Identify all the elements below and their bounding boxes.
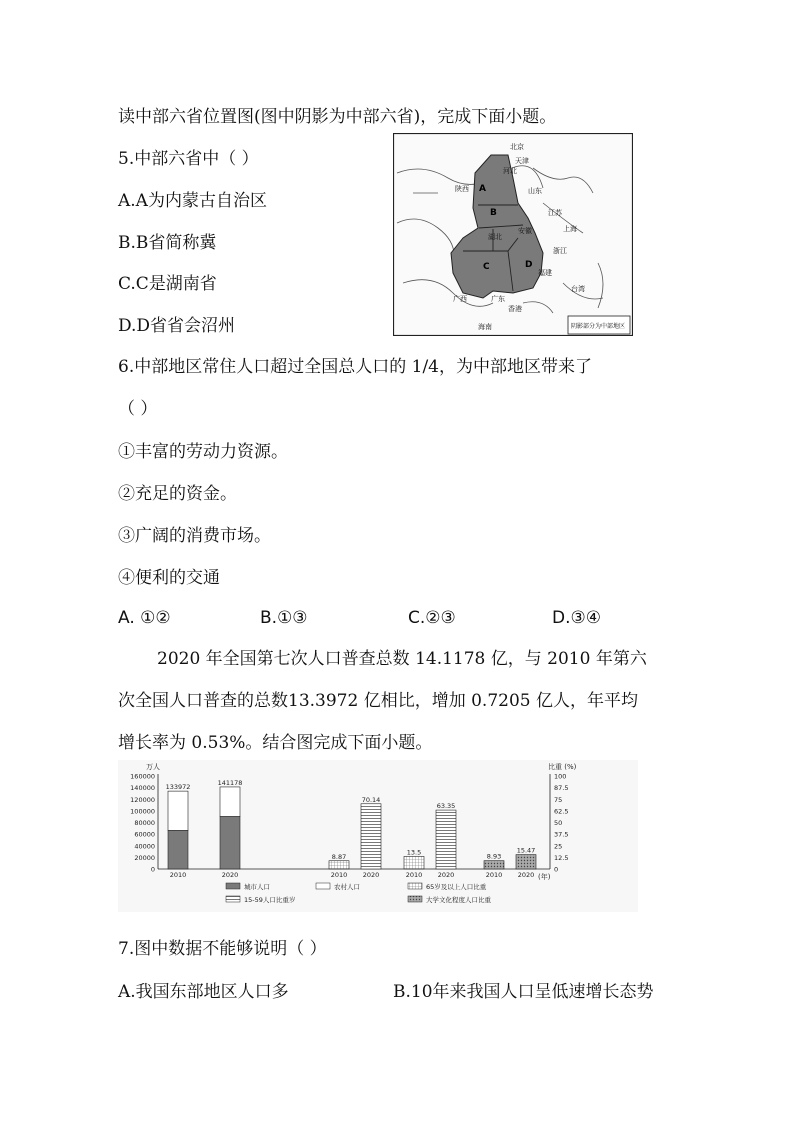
bar-urban xyxy=(220,817,240,869)
question-7-stem: 7.图中数据不能够说明（ ） xyxy=(118,939,327,959)
bar-elderly xyxy=(329,861,349,869)
right-tick-label: 12.5 xyxy=(554,853,569,862)
question-6-stem-line2: （ ） xyxy=(118,399,158,419)
legend-label-college: 大学文化程度人口比重 xyxy=(426,896,491,904)
map-letter-d: D xyxy=(525,260,533,270)
right-axis-unit: 比重 (%) xyxy=(548,763,577,771)
x-tick-label: 2020 xyxy=(221,871,239,879)
question-6-option-b: B.①③ xyxy=(260,608,308,628)
question-6-item-3: ③广阔的消费市场。 xyxy=(118,526,271,546)
left-tick-label: 120000 xyxy=(130,795,155,804)
question-6-item-2: ②充足的资金。 xyxy=(118,484,237,504)
right-tick-label: 75 xyxy=(554,795,563,804)
question-5-option-a: A.A为内蒙古自治区 xyxy=(118,191,267,211)
x-tick-label: 2010 xyxy=(330,871,348,879)
bar-value-label: 63.35 xyxy=(436,802,456,811)
left-tick-label: 20000 xyxy=(134,853,155,862)
question-6-stem-line1: 6.中部地区常住人口超过全国总人口的 1/4，为中部地区带来了 xyxy=(118,357,592,377)
bar-value-label: 8.93 xyxy=(486,852,502,861)
question-6-item-1: ①丰富的劳动力资源。 xyxy=(118,442,288,462)
left-tick-label: 100000 xyxy=(130,807,155,816)
right-tick-label: 25 xyxy=(554,842,563,851)
map-label-jiangsu: 江苏 xyxy=(548,209,562,217)
legend-swatch-working xyxy=(226,896,240,902)
bar-total-label: 133972 xyxy=(165,783,191,792)
question-7-option-a: A.我国东部地区人口多 xyxy=(118,982,289,1002)
legend-swatch-rural xyxy=(316,883,330,889)
bar-elderly xyxy=(404,856,424,869)
bar-value-label: 13.5 xyxy=(406,848,422,857)
left-tick-label: 0 xyxy=(150,865,155,874)
question-6-option-d: D.③④ xyxy=(552,608,601,628)
right-tick-label: 0 xyxy=(554,865,559,874)
map-label-hainan: 海南 xyxy=(478,323,492,331)
legend-label-urban: 城市人口 xyxy=(244,883,270,891)
map-label-shanghai: 上海 xyxy=(563,225,577,233)
legend-swatch-elderly xyxy=(408,883,422,889)
x-tick-label: 2020 xyxy=(437,871,455,879)
map-label-tianjin: 天津 xyxy=(515,157,529,165)
map-label-guangxi: 广西 xyxy=(453,295,467,303)
bar-rural xyxy=(168,791,188,830)
question-6-item-4: ④便利的交通 xyxy=(118,568,220,588)
map-label-fujian: 福建 xyxy=(538,269,552,277)
map-letter-c: C xyxy=(483,262,490,272)
bar-college xyxy=(516,855,536,869)
legend-label-elderly: 65岁及以上人口比重 xyxy=(426,883,487,891)
map-legend-text: 阴影部分为中部地区 xyxy=(571,323,626,330)
bar-working xyxy=(361,804,381,869)
map-letter-a: A xyxy=(479,184,486,194)
map-label-zhejiang: 浙江 xyxy=(553,247,567,255)
question-7-option-b: B.10年来我国人口呈低速增长态势 xyxy=(393,982,654,1002)
right-tick-label: 37.5 xyxy=(554,830,569,839)
map-label-guangdong: 广东 xyxy=(491,295,505,303)
map-label-hongkong: 香港 xyxy=(508,305,522,313)
bar-total-label: 141178 xyxy=(217,778,243,787)
legend-swatch-urban xyxy=(226,883,240,889)
map-label-beijing: 北京 xyxy=(510,143,524,151)
right-tick-label: 100 xyxy=(554,772,567,781)
intro-text: 读中部六省位置图(图中阴影为中部六省)，完成下面小题。 xyxy=(118,107,557,127)
map-label-hubei: 湖北 xyxy=(488,233,502,241)
map-label-shandong: 山东 xyxy=(528,187,542,195)
bar-college xyxy=(484,861,504,869)
legend-swatch-college xyxy=(408,896,422,902)
question-5-option-c: C.C是湖南省 xyxy=(118,274,217,294)
passage-line-2: 次全国人口普查的总数13.3972 亿相比，增加 0.7205 亿人，年平均 xyxy=(118,691,638,711)
map-label-hebei: 河北 xyxy=(503,167,517,175)
x-axis-unit: (年) xyxy=(538,873,551,881)
question-6-option-c: C.②③ xyxy=(408,608,456,628)
x-tick-label: 2020 xyxy=(517,871,535,879)
left-tick-label: 80000 xyxy=(134,819,155,827)
census-bar-chart xyxy=(118,760,638,912)
x-tick-label: 2020 xyxy=(362,871,380,879)
passage-line-1: 2020 年全国第七次人口普查总数 14.1178 亿，与 2010 年第六 xyxy=(157,649,647,669)
bar-urban xyxy=(168,830,188,869)
map-label-anhui: 安徽 xyxy=(518,227,532,235)
question-5-option-d: D.D省省会沼州 xyxy=(118,316,236,336)
question-6-option-a: A. ①② xyxy=(118,608,171,628)
legend-label-working: 15-59人口比重岁 xyxy=(244,896,296,904)
bar-working xyxy=(436,810,456,869)
passage-line-3: 增长率为 0.53%。结合图完成下面小题。 xyxy=(118,733,433,753)
bar-value-label: 70.14 xyxy=(361,795,381,804)
right-tick-label: 87.5 xyxy=(554,784,569,793)
map-label-shaanxi: 陕西 xyxy=(455,185,469,193)
x-tick-label: 2010 xyxy=(485,871,503,879)
left-tick-label: 60000 xyxy=(134,830,155,839)
chart-legend xyxy=(226,882,492,904)
left-tick-label: 40000 xyxy=(134,842,155,851)
bar-rural xyxy=(220,787,240,817)
central-provinces-map xyxy=(393,133,633,336)
map-letter-b: B xyxy=(490,208,497,218)
right-tick-label: 62.5 xyxy=(554,807,569,816)
bar-value-label: 8.87 xyxy=(331,852,347,861)
x-tick-label: 2010 xyxy=(169,871,187,879)
legend-label-rural: 农村人口 xyxy=(334,883,360,891)
x-tick-label: 2010 xyxy=(405,871,423,879)
question-5-option-b: B.B省简称冀 xyxy=(118,233,217,253)
right-tick-label: 50 xyxy=(554,819,563,827)
left-tick-label: 160000 xyxy=(130,772,155,781)
map-label-taiwan: 台湾 xyxy=(571,285,585,293)
left-axis-unit: 万人 xyxy=(146,763,160,771)
bar-value-label: 15.47 xyxy=(516,846,536,855)
question-5-stem: 5.中部六省中（ ） xyxy=(118,149,259,169)
left-tick-label: 140000 xyxy=(130,784,155,793)
